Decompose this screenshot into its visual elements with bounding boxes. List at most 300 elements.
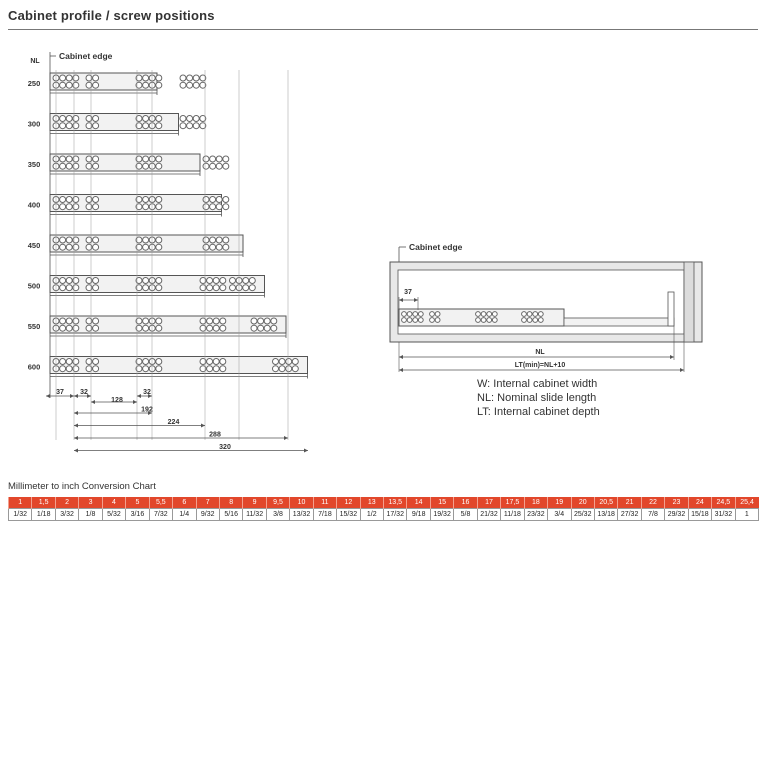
screw-hole-quad [251,325,257,331]
right-dimension-label-lt: LT(min)=NL+10 [514,362,566,369]
screw-hole-quad [156,75,162,81]
screw-hole-quad [143,75,149,81]
screw-hole-quad [223,244,229,250]
screw-hole-quad [538,312,543,317]
screw-hole-pair [93,163,99,169]
screw-hole-pair [93,278,99,284]
screw-hole-pair [93,244,99,250]
screw-hole-quad [487,312,492,317]
screw-hole-quad [223,237,229,243]
page-title: Cabinet profile / screw positions [8,8,215,23]
dimension-128-arrow-end [133,400,137,404]
slide-length-label: 550 [27,322,41,331]
mm-cell: 16 [454,497,477,509]
screw-hole-pair [430,318,435,323]
mm-cell: 24 [688,497,711,509]
screw-hole-quad [213,325,219,331]
screw-hole-quad [143,82,149,88]
screw-hole-quad [180,116,186,122]
screw-hole-quad [143,163,149,169]
dimension-label-37: 37 [56,389,64,396]
screw-hole-quad [143,204,149,210]
screw-hole-quad [481,312,486,317]
legend-item-lt: LT: Internal cabinet depth [477,406,600,418]
screw-hole-quad [492,312,497,317]
screw-hole-quad [143,285,149,291]
inch-cell: 9/18 [407,509,430,521]
screw-hole-pair [93,318,99,324]
screw-hole-quad [538,318,543,323]
dimension-37-arrow-end [70,394,74,398]
screw-hole-quad [273,366,279,372]
mm-cell: 9 [243,497,266,509]
screw-hole-quad [156,318,162,324]
screw-hole-quad [203,156,209,162]
mm-cell: 18 [524,497,547,509]
screw-hole-quad [143,366,149,372]
screw-hole-quad [413,318,418,323]
screw-hole-pair [93,359,99,365]
screw-hole-quad [481,318,486,323]
inch-row [9,509,759,521]
screw-hole-quad [73,156,79,162]
screw-hole-pair [93,285,99,291]
screw-hole-quad [60,75,66,81]
screw-hole-pair [93,116,99,122]
screw-hole-quad [73,197,79,203]
mm-cell: 20 [571,497,594,509]
inch-cell: 13/18 [594,509,617,521]
screw-hole-pair [435,312,440,317]
inch-cell: 23/32 [524,509,547,521]
screw-hole-pair [93,237,99,243]
screw-hole-quad [220,278,226,284]
screw-hole-quad [156,366,162,372]
screw-hole-quad [207,359,213,365]
mm-cell: 9,5 [266,497,289,509]
screw-hole-quad [527,318,532,323]
screw-hole-quad [73,366,79,372]
screw-hole-quad [180,82,186,88]
screw-hole-pair [93,156,99,162]
screw-hole-quad [66,116,72,122]
legend [477,377,600,419]
screw-hole-pair [93,325,99,331]
screw-hole-pair [93,82,99,88]
screw-hole-quad [60,244,66,250]
mm-cell: 5,5 [149,497,172,509]
screw-hole-quad [407,312,412,317]
screw-hole-quad [207,318,213,324]
dimension-stack-arrow-start [74,449,78,453]
right-dimension-label-37: 37 [404,289,412,296]
screw-hole-quad [210,204,216,210]
screw-hole-quad [522,318,527,323]
screw-hole-quad [60,325,66,331]
screw-hole-quad [73,359,79,365]
inch-cell: 21/32 [477,509,500,521]
slide-length-label: 300 [27,119,41,129]
dimension-32a-arrow-start [74,394,78,398]
screw-hole-quad [223,204,229,210]
mm-cell: 14 [407,497,430,509]
screw-hole-quad [73,123,79,129]
screw-hole-quad [73,237,79,243]
screw-hole-quad [60,204,66,210]
screw-hole-quad [60,278,66,284]
mm-cell: 13,5 [384,497,407,509]
screw-hole-quad [156,123,162,129]
screw-hole-quad [66,163,72,169]
screw-hole-quad [156,82,162,88]
screw-hole-quad [66,197,72,203]
screw-hole-quad [418,318,423,323]
mm-cell: 7 [196,497,219,509]
inch-cell: 3/4 [548,509,571,521]
screw-hole-quad [156,156,162,162]
screw-hole-quad [487,318,492,323]
screw-hole-quad [223,197,229,203]
screw-hole-quad [243,285,249,291]
screw-hole-quad [193,116,199,122]
screw-hole-quad [143,244,149,250]
screw-hole-quad [271,318,277,324]
screw-hole-quad [203,163,209,169]
screw-hole-pair [93,366,99,372]
dimension-label-32a: 32 [80,389,88,396]
screw-hole-quad [213,366,219,372]
slide-length-label: 450 [27,241,41,250]
screw-hole-quad [73,204,79,210]
screw-hole-quad [207,278,213,284]
inch-cell: 1/4 [173,509,196,521]
mm-cell: 23 [665,497,688,509]
screw-hole-quad [249,285,255,291]
screw-hole-quad [66,318,72,324]
screw-hole-quad [413,312,418,317]
screw-hole-quad [220,359,226,365]
dimension-label-stack: 320 [219,444,231,451]
screw-hole-quad [210,237,216,243]
screw-hole-quad [207,366,213,372]
inch-cell: 1 [735,509,758,521]
mm-cell: 1,5 [32,497,55,509]
screw-hole-quad [402,312,407,317]
screw-hole-quad [60,163,66,169]
mm-cell: 1 [9,497,32,509]
screw-hole-quad [60,156,66,162]
screw-hole-pair [93,75,99,81]
screw-hole-quad [220,325,226,331]
screw-hole-quad [220,366,226,372]
dimension-32b-arrow-start [137,394,141,398]
screw-hole-pair [93,123,99,129]
inch-cell: 25/32 [571,509,594,521]
mm-cell: 2 [55,497,78,509]
cabinet-back [684,262,694,342]
right-slide-rail [564,318,674,326]
screw-hole-quad [249,278,255,284]
screw-hole-quad [187,75,193,81]
screw-hole-quad [213,359,219,365]
screw-hole-quad [273,359,279,365]
mm-cell: 22 [641,497,664,509]
screw-hole-quad [66,278,72,284]
nl-header: NL [30,58,40,65]
mm-cell: 6 [173,497,196,509]
screw-hole-quad [193,123,199,129]
inch-cell: 5/8 [454,509,477,521]
right-slide-bracket [668,292,674,326]
screw-hole-quad [66,325,72,331]
screw-hole-quad [156,204,162,210]
screw-hole-quad [286,366,292,372]
inch-cell: 5/32 [102,509,125,521]
inch-cell: 27/32 [618,509,641,521]
screw-hole-quad [143,123,149,129]
dimension-stack-arrow-end [304,449,308,453]
screw-hole-quad [243,278,249,284]
inch-cell: 7/8 [641,509,664,521]
screw-hole-quad [60,366,66,372]
conversion-chart-caption: Millimeter to inch Conversion Chart [8,481,156,492]
screw-hole-quad [156,359,162,365]
screw-hole-quad [156,325,162,331]
screw-hole-quad [60,285,66,291]
mm-cell: 3 [79,497,102,509]
conversion-table [8,497,759,521]
screw-hole-quad [203,197,209,203]
screw-hole-quad [223,163,229,169]
inch-cell: 11/32 [243,509,266,521]
screw-hole-quad [251,318,257,324]
screw-hole-quad [522,312,527,317]
screw-hole-quad [407,318,412,323]
screw-hole-quad [230,285,236,291]
inch-cell: 9/32 [196,509,219,521]
screw-hole-quad [216,237,222,243]
screw-hole-quad [60,123,66,129]
legend-item-w: W: Internal cabinet width [477,378,598,390]
slide-length-label: 500 [27,281,41,291]
screw-hole-quad [210,244,216,250]
screw-hole-quad [187,116,193,122]
inch-cell: 3/16 [126,509,149,521]
slide-length-label: 600 [27,362,41,372]
slide-length-label: 400 [27,200,41,210]
right-dimension-nl-arrow-start [399,355,403,359]
dimension-128-arrow-start [91,400,95,404]
screw-hole-quad [264,318,270,324]
screw-hole-quad [203,237,209,243]
screw-hole-quad [66,156,72,162]
screw-hole-quad [143,359,149,365]
inch-cell: 11/18 [501,509,524,521]
right-dimension-lt-arrow-end [680,368,684,372]
screw-hole-quad [292,359,298,365]
screw-hole-quad [66,123,72,129]
screw-hole-quad [66,285,72,291]
mm-cell: 24,5 [712,497,735,509]
screw-hole-quad [73,244,79,250]
screw-hole-quad [60,197,66,203]
screw-hole-quad [66,244,72,250]
screw-hole-quad [156,285,162,291]
screw-hole-quad [73,325,79,331]
screw-hole-quad [210,197,216,203]
screw-hole-quad [213,285,219,291]
screw-hole-quad [230,278,236,284]
screw-hole-quad [527,312,532,317]
screw-hole-quad [156,237,162,243]
screw-hole-quad [143,318,149,324]
screw-hole-quad [73,75,79,81]
mm-cell: 15 [430,497,453,509]
inch-cell: 1/18 [32,509,55,521]
screw-hole-quad [60,237,66,243]
mm-cell: 12 [337,497,360,509]
screw-hole-quad [143,278,149,284]
slide-profile [50,154,200,171]
screw-hole-quad [492,318,497,323]
screw-hole-pair [93,204,99,210]
screw-hole-quad [73,82,79,88]
screw-hole-quad [286,359,292,365]
screw-hole-quad [258,318,264,324]
screw-hole-quad [73,278,79,284]
screw-hole-quad [258,325,264,331]
dimension-stack-arrow-end [284,436,288,440]
screw-hole-quad [220,318,226,324]
screw-hole-quad [66,204,72,210]
screw-hole-quad [143,325,149,331]
screw-hole-quad [533,312,538,317]
inch-cell: 13/32 [290,509,313,521]
screw-hole-quad [156,163,162,169]
dimension-label-128: 128 [111,397,123,404]
inch-cell: 1/8 [79,509,102,521]
mm-cell: 20,5 [594,497,617,509]
inch-cell: 31/32 [712,509,735,521]
screw-hole-quad [66,366,72,372]
dimension-label-32b: 32 [143,389,151,396]
inch-cell: 15/18 [688,509,711,521]
inch-cell: 7/32 [149,509,172,521]
inch-cell: 3/32 [55,509,78,521]
screw-hole-quad [143,156,149,162]
dimension-stack-arrow-start [74,424,78,428]
screw-hole-pair [430,312,435,317]
slide-profile [50,316,286,333]
dimension-stack-arrow-start [74,436,78,440]
screw-hole-quad [223,156,229,162]
slide-length-label: 350 [27,160,41,169]
screw-hole-quad [143,237,149,243]
inch-cell: 17/32 [384,509,407,521]
inch-cell: 1/2 [360,509,383,521]
screw-hole-quad [216,197,222,203]
screw-hole-quad [143,116,149,122]
screw-hole-quad [271,325,277,331]
screw-hole-quad [60,116,66,122]
screw-hole-quad [216,163,222,169]
mm-cell: 21 [618,497,641,509]
screw-hole-quad [203,204,209,210]
mm-cell: 17,5 [501,497,524,509]
screw-hole-quad [187,123,193,129]
inch-cell: 3/8 [266,509,289,521]
mm-row [9,497,759,509]
mm-cell: 8 [219,497,242,509]
screw-hole-quad [73,285,79,291]
mm-cell: 10 [290,497,313,509]
screw-hole-pair [435,318,440,323]
screw-hole-quad [210,163,216,169]
mm-cell: 19 [548,497,571,509]
right-cabinet-edge-label: Cabinet edge [409,242,463,252]
screw-hole-quad [213,278,219,284]
screw-hole-quad [180,123,186,129]
screw-hole-quad [476,312,481,317]
screw-hole-quad [220,285,226,291]
dimension-37-arrow-start [46,394,50,398]
screw-hole-quad [60,359,66,365]
mm-cell: 5 [126,497,149,509]
screw-hole-quad [73,116,79,122]
screw-hole-quad [418,312,423,317]
right-dimension-label-nl: NL [535,349,545,356]
screw-hole-quad [216,156,222,162]
screw-hole-quad [210,156,216,162]
inch-cell: 29/32 [665,509,688,521]
screw-hole-quad [156,116,162,122]
screw-hole-quad [156,197,162,203]
screw-hole-quad [60,82,66,88]
screw-hole-quad [66,75,72,81]
slide-length-label: 250 [27,79,41,88]
inch-cell: 7/18 [313,509,336,521]
inch-cell: 5/16 [219,509,242,521]
screw-hole-quad [279,359,285,365]
mm-cell: 13 [360,497,383,509]
screw-hole-quad [264,325,270,331]
mm-cell: 11 [313,497,336,509]
screw-hole-quad [207,325,213,331]
cabinet-edge-label: Cabinet edge [59,51,113,61]
screw-hole-pair [93,197,99,203]
screw-hole-quad [193,82,199,88]
screw-hole-quad [402,318,407,323]
dimension-label-stack: 288 [209,431,221,439]
legend-item-nl: NL: Nominal slide length [477,392,597,404]
screw-hole-quad [216,244,222,250]
screw-hole-quad [66,359,72,365]
screw-hole-quad [66,82,72,88]
screw-hole-quad [207,285,213,291]
screw-hole-quad [216,204,222,210]
dimension-stack-arrow-end [201,424,205,428]
mm-cell: 17 [477,497,500,509]
screw-hole-quad [73,318,79,324]
screw-hole-quad [143,197,149,203]
mm-cell: 25,4 [735,497,758,509]
inch-cell: 1/32 [9,509,32,521]
dimension-label-stack: 224 [167,419,180,426]
screw-hole-quad [60,318,66,324]
screw-hole-quad [156,244,162,250]
screw-hole-quad [213,318,219,324]
screw-hole-quad [66,237,72,243]
